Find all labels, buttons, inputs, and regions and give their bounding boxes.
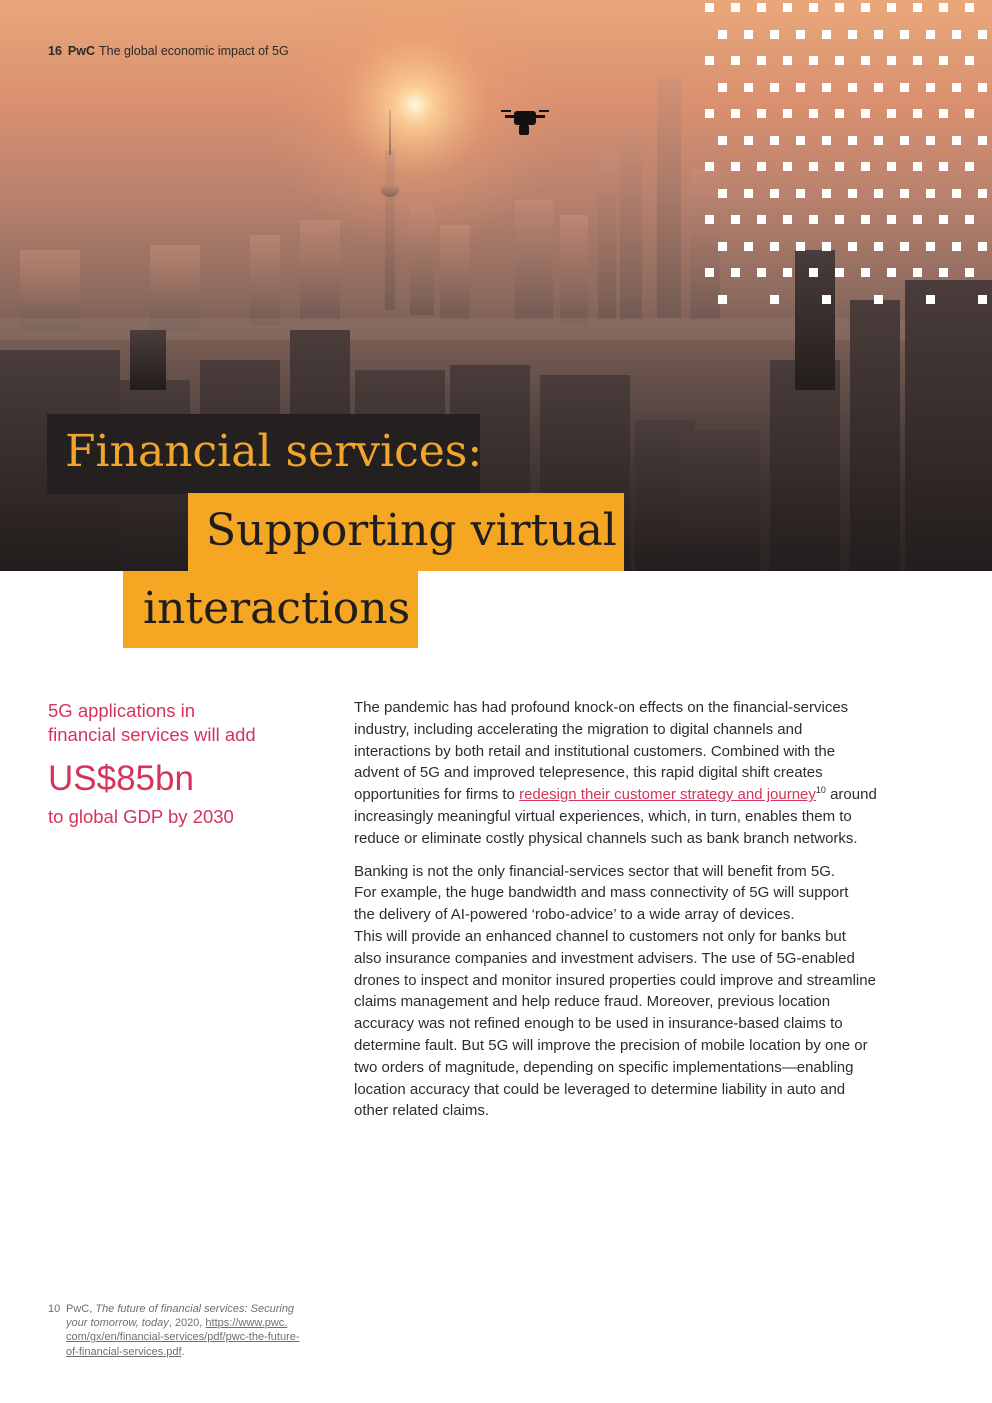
footnote-url-link[interactable]: com/gx/en/financial-services/pdf/pwc-the-future- [66, 1331, 300, 1344]
pattern-dot [978, 30, 987, 39]
pattern-dot [718, 242, 727, 251]
pattern-dot [900, 242, 909, 251]
pattern-dot [822, 136, 831, 145]
document-title: The global economic impact of 5G [99, 44, 289, 58]
pattern-dot [900, 30, 909, 39]
body-text [354, 697, 954, 1133]
pattern-dot [822, 242, 831, 251]
pattern-dot [770, 136, 779, 145]
title-line-2: Supporting virtual [188, 493, 624, 571]
pattern-dot [965, 162, 974, 171]
pattern-dot [835, 56, 844, 65]
running-header [48, 44, 289, 58]
p1-line: reduce or eliminate costly physical channels such as bank branch networks. [354, 829, 858, 847]
footnote-text [66, 1302, 341, 1359]
pattern-dot [978, 189, 987, 198]
p2-line: the delivery of AI-powered ‘robo-advice’ to a wide array of devices. [354, 906, 795, 924]
pattern-dot [705, 215, 714, 224]
pattern-dot [887, 268, 896, 277]
pattern-dot [809, 56, 818, 65]
footnote-ref: 10 [815, 785, 826, 796]
pattern-dot [952, 30, 961, 39]
pattern-dot [783, 109, 792, 118]
pattern-dot [835, 3, 844, 12]
customer-strategy-link[interactable]: redesign their customer strategy and journey [519, 786, 816, 804]
pattern-dot [939, 109, 948, 118]
pattern-dot [783, 56, 792, 65]
pattern-dot [978, 242, 987, 251]
pattern-dot [848, 136, 857, 145]
pattern-dot [731, 109, 740, 118]
footnote-title: The future of financial services: Securing [95, 1303, 295, 1315]
pattern-dot [978, 83, 987, 92]
pattern-dot [939, 215, 948, 224]
p1-line-text: opportunities for firms to [354, 786, 520, 804]
pattern-dot [718, 136, 727, 145]
pattern-dot [952, 83, 961, 92]
pattern-dot [887, 215, 896, 224]
pattern-dot [770, 189, 779, 198]
title-line-3: interactions [123, 571, 418, 648]
pattern-dot [731, 3, 740, 12]
pattern-dot [783, 215, 792, 224]
pattern-dot [744, 242, 753, 251]
p1-line [354, 784, 954, 806]
p2-line: Banking is not the only financial-services sector that will benefit from 5G. [354, 862, 836, 880]
pattern-dot [965, 56, 974, 65]
pattern-dot [926, 30, 935, 39]
pattern-dot [796, 189, 805, 198]
page-number: 16 [48, 44, 62, 58]
footnote-year: , 2020, [168, 1317, 206, 1330]
pattern-dot [835, 215, 844, 224]
pattern-dot [926, 295, 935, 304]
pattern-dot [757, 268, 766, 277]
p1-line: advent of 5G and improved telepresence, this rapid digital shift creates [354, 764, 823, 782]
pattern-dot [913, 268, 922, 277]
pattern-dot [835, 109, 844, 118]
pattern-dot [796, 30, 805, 39]
stat-callout [48, 699, 328, 829]
footnote-line [66, 1330, 341, 1344]
pattern-dot [887, 162, 896, 171]
pattern-dot [874, 242, 883, 251]
pattern-dot [965, 268, 974, 277]
pattern-dot [705, 109, 714, 118]
p2-line: also insurance companies and investment advisers. The use of 5G-enabled [354, 949, 855, 967]
pattern-dot [783, 268, 792, 277]
pattern-dot [848, 83, 857, 92]
pattern-dot [718, 83, 727, 92]
pattern-dot [744, 136, 753, 145]
pattern-dot [913, 109, 922, 118]
pattern-dot [731, 215, 740, 224]
pattern-dot [887, 3, 896, 12]
pattern-dot [783, 162, 792, 171]
pattern-dot [900, 83, 909, 92]
pattern-dot [913, 56, 922, 65]
pattern-dot [796, 83, 805, 92]
pattern-dot [874, 136, 883, 145]
pattern-dot [822, 189, 831, 198]
paragraph-1 [354, 697, 954, 850]
pattern-dot [718, 295, 727, 304]
pattern-dot [913, 162, 922, 171]
pattern-dot [757, 56, 766, 65]
stat-tail: to global GDP by 2030 [48, 806, 234, 827]
pattern-dot [809, 3, 818, 12]
pattern-dot [705, 162, 714, 171]
pattern-dot [783, 3, 792, 12]
pattern-dot [848, 242, 857, 251]
p2-line: For example, the huge bandwidth and mass connectivity of 5G will support [354, 884, 849, 902]
pattern-dot [848, 30, 857, 39]
pattern-dot [926, 189, 935, 198]
stat-lead [48, 699, 328, 747]
pattern-dot [770, 295, 779, 304]
pattern-dot [731, 162, 740, 171]
pattern-dot [939, 162, 948, 171]
pattern-dot [822, 295, 831, 304]
pattern-dot [978, 136, 987, 145]
footnote-line [66, 1302, 341, 1316]
footnote-url-link[interactable]: of-financial-services.pdf [66, 1345, 182, 1358]
pattern-dot [835, 162, 844, 171]
stat-amount: US$85bn [48, 759, 194, 798]
paragraph-2 [354, 861, 954, 1123]
pattern-dot [874, 189, 883, 198]
pattern-dot [744, 83, 753, 92]
pattern-dot [900, 136, 909, 145]
pattern-dot [978, 295, 987, 304]
pattern-dot [900, 189, 909, 198]
p1-line: increasingly meaningful virtual experiences, which, in turn, enables them to [354, 807, 852, 825]
pattern-dot [965, 215, 974, 224]
pattern-dot [965, 3, 974, 12]
pattern-dot [835, 268, 844, 277]
pattern-dot [731, 56, 740, 65]
pattern-dot [796, 242, 805, 251]
p2-line: drones to inspect and monitor insured properties could improve and streamline [354, 971, 876, 989]
pattern-dot [952, 136, 961, 145]
pattern-dot [744, 189, 753, 198]
pattern-dot [822, 83, 831, 92]
footnote-line [66, 1345, 341, 1359]
pattern-dot [770, 242, 779, 251]
title-line-1: Financial services: [47, 414, 480, 494]
pattern-dot [757, 162, 766, 171]
pattern-dot [965, 109, 974, 118]
pattern-dot [887, 109, 896, 118]
p1-line-text: around [825, 786, 877, 804]
pattern-dot [926, 83, 935, 92]
p2-line: accuracy was not refined enough to be used in insurance-based claims to [354, 1015, 843, 1033]
footnote-author: PwC, [66, 1303, 96, 1315]
pattern-dot [770, 83, 779, 92]
p2-line: This will provide an enhanced channel to customers not only for banks but [354, 927, 846, 945]
footnote-number: 10 [48, 1303, 61, 1315]
pattern-dot [913, 215, 922, 224]
pattern-dot [861, 3, 870, 12]
pattern-dot [887, 56, 896, 65]
pattern-dot [705, 3, 714, 12]
pattern-dot [926, 136, 935, 145]
pattern-dot [939, 268, 948, 277]
pattern-dot [809, 215, 818, 224]
pattern-dot [848, 189, 857, 198]
pattern-dot [926, 242, 935, 251]
pattern-dot [809, 268, 818, 277]
pattern-dot [874, 30, 883, 39]
p1-line: industry, including accelerating the migration to digital channels and [354, 720, 803, 738]
pattern-dot [796, 136, 805, 145]
p1-line: interactions by both retail and institutional customers. Combined with the [354, 742, 836, 760]
p2-line: two orders of magnitude, depending on specific implementations—enabling [354, 1058, 854, 1076]
pattern-dot [913, 3, 922, 12]
pattern-dot [757, 109, 766, 118]
brand-name: PwC [67, 44, 95, 58]
p2-line: determine fault. But 5G will improve the precision of mobile location by one or [354, 1036, 868, 1054]
p2-line: location accuracy that could be leveraged to determine liability in auto and [354, 1080, 846, 1098]
pattern-dot [757, 215, 766, 224]
pattern-dot [757, 3, 766, 12]
pattern-dot [861, 56, 870, 65]
footnote-period: . [181, 1345, 185, 1358]
pattern-dot [744, 30, 753, 39]
pattern-dot [718, 30, 727, 39]
p1-line: The pandemic has had profound knock-on effects on the financial-services [354, 699, 849, 716]
pattern-dot [874, 83, 883, 92]
p2-line: other related claims. [354, 1102, 490, 1120]
pattern-dot [731, 268, 740, 277]
pattern-dot [952, 189, 961, 198]
pattern-dot [861, 162, 870, 171]
pattern-dot [718, 189, 727, 198]
stat-lead-line-2: financial services will add [48, 724, 256, 745]
pattern-dot [705, 268, 714, 277]
p2-line: claims management and help reduce fraud. Moreover, previous location [354, 993, 831, 1011]
pattern-dot [939, 3, 948, 12]
pattern-dot [822, 30, 831, 39]
pattern-dot [705, 56, 714, 65]
footnote-url-link[interactable]: https://www.pwc. [205, 1317, 288, 1330]
pattern-dot [861, 109, 870, 118]
pattern-dot [939, 56, 948, 65]
pattern-dot [770, 30, 779, 39]
stat-lead-line-1: 5G applications in [48, 700, 196, 721]
pattern-dot [861, 268, 870, 277]
pattern-dot [809, 162, 818, 171]
pattern-dot [861, 215, 870, 224]
footnote-line [66, 1316, 341, 1330]
footnote-title: your tomorrow, today [66, 1317, 169, 1330]
pattern-dot [952, 242, 961, 251]
pattern-dot [809, 109, 818, 118]
pattern-dot [874, 295, 883, 304]
